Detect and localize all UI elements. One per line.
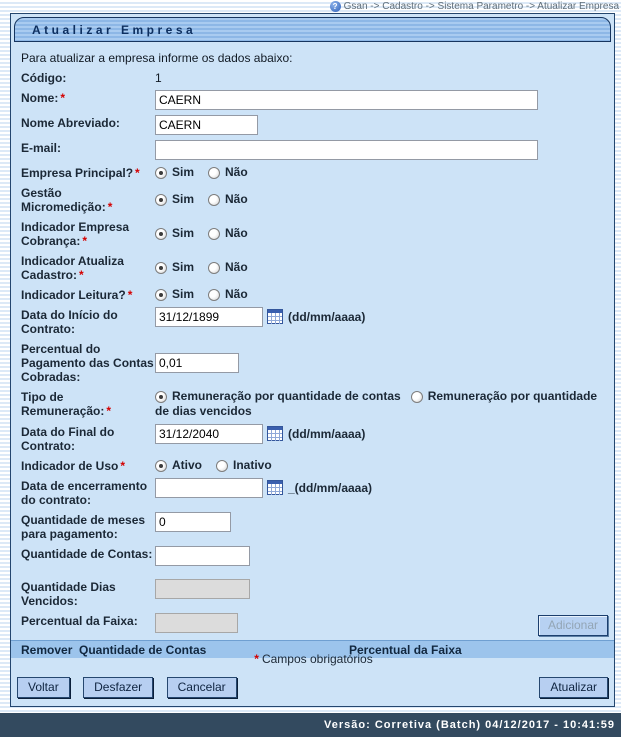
intro-text: Para atualizar a empresa informe os dados abaixo: [21,51,293,65]
data-inicio-contrato-input[interactable] [155,307,263,327]
required-fields-note: * Campos obrigatórios [254,652,373,666]
nome-input[interactable] [155,90,538,110]
empresa-principal-label: Empresa Principal? [21,166,134,180]
indicador-empresa-cobranca-sim-radio[interactable] [155,228,167,240]
qtd-meses-input[interactable] [155,512,231,532]
data-final-contrato-input[interactable] [155,424,263,444]
field-row-email [21,140,610,160]
percentual-pagamento-label: Percentual do Pagamento das Contas Cobradas: [21,342,154,384]
field-row-qtd-contas [21,546,610,574]
field-row-indicador-leitura: Indicador Leitura? * Sim Não [21,287,248,302]
field-row-indicador-empresa-cobranca: Indicador Empresa Cobrança: * Sim Não [21,220,248,248]
page-title: Atualizar Empresa [32,22,197,37]
indicador-uso-label: Indicador de Uso [21,459,119,473]
field-row-tipo-remuneracao: Tipo de Remuneração: * Remuneração por quantidade de contas Remuneração por quantidade de dias vencidos [21,389,598,418]
indicador-leitura-sim-radio[interactable] [155,289,167,301]
indicador-leitura-nao-radio[interactable] [208,289,220,301]
empresa-principal-nao-radio[interactable] [208,167,220,179]
col-remover: Remover [21,643,73,657]
breadcrumb-text: Gsan -> Cadastro -> Sistema Parametro -> Atualizar Empresa [343,1,619,12]
percentual-faixa-input [155,613,238,633]
voltar-button[interactable]: Voltar [17,677,70,698]
field-row-percentual-faixa [21,613,610,637]
field-row-data-inicio-contrato [21,307,610,336]
data-inicio-contrato-label: Data do Início do Contrato: [21,308,118,336]
codigo-value: 1 [155,71,162,85]
nome-abreviado-input[interactable] [155,115,258,135]
email-label: E-mail: [21,141,62,155]
data-encerramento-label: Data de encerramento do contrato: [21,479,148,507]
nome-label: Nome: [21,91,59,105]
field-row-nome-abreviado [21,115,610,135]
field-row-codigo [21,70,610,85]
gestao-micromedicao-nao-radio[interactable] [208,194,220,206]
email-input[interactable] [155,140,538,160]
indicador-uso-ativo-radio[interactable] [155,460,167,472]
data-encerramento-input[interactable] [155,478,263,498]
indicador-atualiza-cadastro-nao-radio[interactable] [208,262,220,274]
date-format-hint: (dd/mm/aaaa) [288,427,366,441]
field-row-data-encerramento [21,478,610,507]
atualizar-button[interactable]: Atualizar [539,677,608,698]
field-row-indicador-uso: Indicador de Uso * Ativo Inativo [21,458,272,473]
indicador-leitura-label: Indicador Leitura? [21,288,126,302]
col-percentual-faixa: Percentual da Faixa [349,643,462,657]
col-quantidade-contas: Quantidade de Contas [79,643,207,657]
qtd-contas-input[interactable] [155,546,250,566]
field-row-empresa-principal: Empresa Principal? * Sim Não [21,165,248,180]
breadcrumb [330,1,619,12]
indicador-uso-inativo-radio[interactable] [216,460,228,472]
nome-abreviado-label: Nome Abreviado: [21,116,120,130]
date-format-hint: (dd/mm/aaaa) [288,310,366,324]
percentual-pagamento-input[interactable] [155,353,239,373]
tipo-remuneracao-label: Tipo de Remuneração: [21,390,105,418]
indicador-empresa-cobranca-nao-radio[interactable] [208,228,220,240]
qtd-dias-vencidos-label: Quantidade Dias Vencidos: [21,580,116,608]
page-title-bar [14,17,611,42]
cancelar-button[interactable]: Cancelar [167,677,237,698]
indicador-atualiza-cadastro-label: Indicador Atualiza Cadastro: [21,254,124,282]
form-area [11,42,614,658]
action-button-row [17,677,608,699]
help-icon[interactable]: ? [330,1,341,12]
tipo-remuneracao-contas-radio[interactable] [155,391,167,403]
calendar-icon[interactable] [267,309,283,324]
version-text: Versão: Corretiva (Batch) 04/12/2017 - 10:41:59 [324,719,615,731]
date-format-hint: _(dd/mm/aaaa) [288,481,373,495]
percentual-faixa-label: Percentual da Faixa: [21,614,138,628]
gestao-micromedicao-label: Gestão Micromedição: [21,186,106,214]
qtd-dias-vencidos-input [155,579,250,599]
field-row-qtd-dias-vencidos [21,579,610,608]
field-row-qtd-meses [21,512,610,541]
codigo-label: Código: [21,71,67,85]
field-row-indicador-atualiza-cadastro: Indicador Atualiza Cadastro: * Sim Não [21,254,248,282]
field-row-gestao-micromedicao: Gestão Micromedição: * Sim Não [21,186,248,214]
field-row-percentual-pagamento [21,341,610,384]
calendar-icon[interactable] [267,480,283,495]
qtd-contas-label: Quantidade de Contas: [21,547,153,561]
adicionar-button: Adicionar [538,615,608,636]
desfazer-button[interactable]: Desfazer [83,677,153,698]
indicador-atualiza-cadastro-sim-radio[interactable] [155,262,167,274]
gestao-micromedicao-sim-radio[interactable] [155,194,167,206]
field-row-data-final-contrato [21,424,610,453]
calendar-icon[interactable] [267,426,283,441]
field-row-nome: Nome: * CAERN [21,90,610,110]
main-panel [10,13,615,707]
empresa-principal-sim-radio[interactable] [155,167,167,179]
version-footer [0,713,621,737]
data-final-contrato-label: Data do Final do Contrato: [21,425,115,453]
tipo-remuneracao-dias-radio[interactable] [411,391,423,403]
indicador-empresa-cobranca-label: Indicador Empresa Cobrança: [21,220,130,248]
qtd-meses-label: Quantidade de meses para pagamento: [21,513,146,541]
